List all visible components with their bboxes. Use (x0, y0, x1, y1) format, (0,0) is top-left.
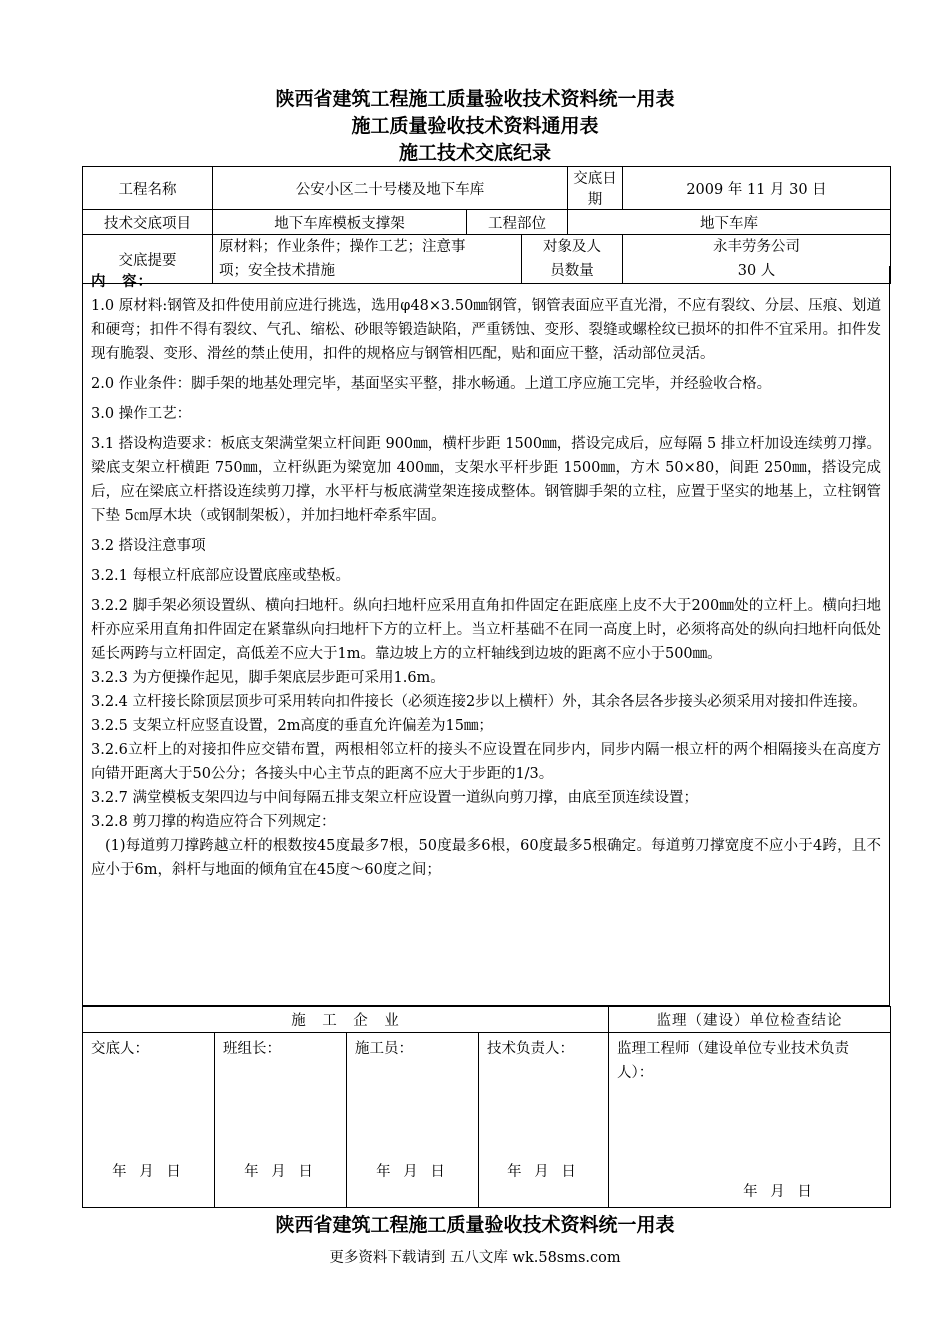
tech-lead-label: 技术负责人： (487, 1041, 574, 1057)
target-label-line-2: 员数量 (550, 263, 594, 279)
title-line-1: 陕西省建筑工程施工质量验收技术资料统一用表 (275, 88, 675, 110)
signature-table (82, 1006, 891, 1208)
paragraph-structure-requirements: 3.1 搭设构造要求：板底支架满堂架立杆间距 900㎜，横杆步距 1500㎜，搭设完成后，应每隔 5 排立杆加设连续剪刀撑。梁底支架立杆横距 750㎜，立杆纵距为梁宽加 400㎜，支架水平杆步距 1500㎜，方木 50×80，间距 250㎜，搭设完成后，应在梁底立杆搭设连续剪刀撑，水平杆与板底满堂架连接成整体。钢管脚手架的立柱，应置于坚实的地基上，立柱钢管下垫 5㎝厚木块（或钢制架板），并加扫地杆牵系牢固。 (91, 436, 881, 524)
constructor-label: 施工员： (355, 1041, 413, 1057)
team-leader-label: 班组长： (223, 1041, 281, 1057)
project-name-value: 公安小区二十号楼及地下车库 (213, 167, 568, 210)
item-value: 地下车库模板支撑架 (213, 210, 467, 235)
paragraph-3-2-8-1: (1)每道剪刀撑跨越立杆的根数按45度最多7根，50度最多6根，60度最多5根确定。每道剪刀撑宽度不应小于4跨，且不应小于6m，斜杆与地面的倾角宜在45度～60度之间； (91, 838, 881, 878)
supervisor-label: 监理工程师（建设单位专业技术负责人）： (617, 1041, 849, 1081)
supervisor-cell (609, 1033, 891, 1208)
paragraph-3-2-2: 3.2.2 脚手架必须设置纵、横向扫地杆。纵向扫地杆应采用直角扣件固定在距底座上皮不大于200㎜处的立杆上。横向扫地杆亦应采用直角扣件固定在紧靠纵向扫地杆下方的立杆上。当立杆基础不在同一高度上时，必须将高处的纵向扫地杆向低处延长两跨与立杆固定，高低差不应大于1m。靠边坡上方的立杆轴线到边坡的距离不应小于500㎜。 (91, 598, 881, 662)
supervisor-header: 监理（建设）单位检查结论 (609, 1007, 891, 1033)
title-line-3: 施工技术交底纪录 (398, 142, 551, 164)
paragraph-3-2-3: 3.2.3 为方便操作起见，脚手架底层步距可采用1.6m。 (91, 670, 445, 686)
target-label-line-1: 对象及人 (543, 239, 601, 255)
constructor-date: 年 月 日 (376, 1164, 449, 1180)
signature-header-row (83, 1007, 891, 1033)
paragraph-process-heading: 3.0 操作工艺： (91, 406, 192, 422)
paragraph-3-2-8: 3.2.8 剪刀撑的构造应符合下列规定： (91, 814, 336, 830)
content-section (82, 266, 890, 1006)
paragraph-3-2-6: 3.2.6立杆上的对接扣件应交错布置，两根相邻立杆的接头不应设置在同步内，同步内隔一根立杆的两个相隔接头在高度方向错开距离大于50公分；各接头中心主节点的距离不应大于步距的1/3。 (91, 742, 881, 782)
target-count: 30 人 (737, 263, 776, 279)
enterprise-header: 施 工 企 业 (83, 1007, 609, 1033)
paragraph-raw-materials: 1.0 原材料:钢管及扣件使用前应进行挑选，选用φ48×3.50㎜钢管，钢管表面应平直光滑，不应有裂纹、分层、压痕、划道和硬弯；扣件不得有裂纹、气孔、缩松、砂眼等锻造缺陷，严重锈蚀、变形、裂缝或螺栓纹已损坏的扣件不宜采用。扣件发现有脆裂、变形、滑丝的禁止使用，扣件的规格应与钢管相匹配，贴和面应干整，活动部位灵活。 (91, 298, 881, 362)
paragraph-notes-heading: 3.2 搭设注意事项 (91, 538, 206, 554)
signature-row (83, 1033, 891, 1208)
paragraph-3-2-7: 3.2.7 满堂模板支架四边与中间每隔五排支架立杆应设置一道纵向剪刀撑，由底至顶连续设置； (91, 790, 698, 806)
header-row-1 (83, 167, 891, 210)
item-label: 技术交底项目 (83, 210, 213, 235)
tech-lead-date: 年 月 日 (507, 1164, 580, 1180)
summary-label: 交底提要 (83, 235, 213, 284)
date-label: 交底日期 (568, 167, 623, 210)
content-label: 内 容： (91, 274, 153, 290)
footer-note: 更多资料下载请到 五八文库 wk.58sms.com (329, 1250, 621, 1266)
supervisor-date: 年 月 日 (743, 1184, 816, 1200)
title-line-2: 施工质量验收技术资料通用表 (351, 115, 599, 137)
paragraph-work-conditions: 2.0 作业条件：脚手架的地基处理完毕，基面坚实平整，排水畅通。上道工序应施工完毕，并经验收合格。 (91, 376, 772, 392)
date-value: 2009 年 11 月 30 日 (623, 167, 891, 210)
tech-lead-cell (479, 1033, 609, 1208)
paragraph-3-2-5: 3.2.5 支架立杆应竖直设置，2m高度的垂直允许偏差为15㎜； (91, 718, 493, 734)
team-leader-cell (215, 1033, 347, 1208)
discloser-date: 年 月 日 (112, 1164, 185, 1180)
target-company: 永丰劳务公司 (713, 239, 801, 255)
paragraph-3-2-4: 3.2.4 立杆接长除顶层顶步可采用转向扣件接长（必须连接2步以上横杆）外，其余各层各步接头必须采用对接扣件连接。 (91, 694, 867, 710)
summary-line-1: 原材料；作业条件；操作工艺；注意事 (219, 239, 466, 255)
header-row-2 (83, 210, 891, 235)
paragraph-3-2-1: 3.2.1 每根立杆底部应设置底座或垫板。 (91, 568, 351, 584)
project-name-label: 工程名称 (83, 167, 213, 210)
discloser-cell (83, 1033, 215, 1208)
part-label: 工程部位 (467, 210, 568, 235)
part-value: 地下车库 (568, 210, 891, 235)
summary-line-2: 项；安全技术措施 (219, 263, 335, 279)
title-block (0, 86, 950, 167)
constructor-cell (347, 1033, 479, 1208)
discloser-label: 交底人： (91, 1041, 149, 1057)
team-leader-date: 年 月 日 (244, 1164, 317, 1180)
footer-title: 陕西省建筑工程施工质量验收技术资料统一用表 (275, 1214, 675, 1236)
